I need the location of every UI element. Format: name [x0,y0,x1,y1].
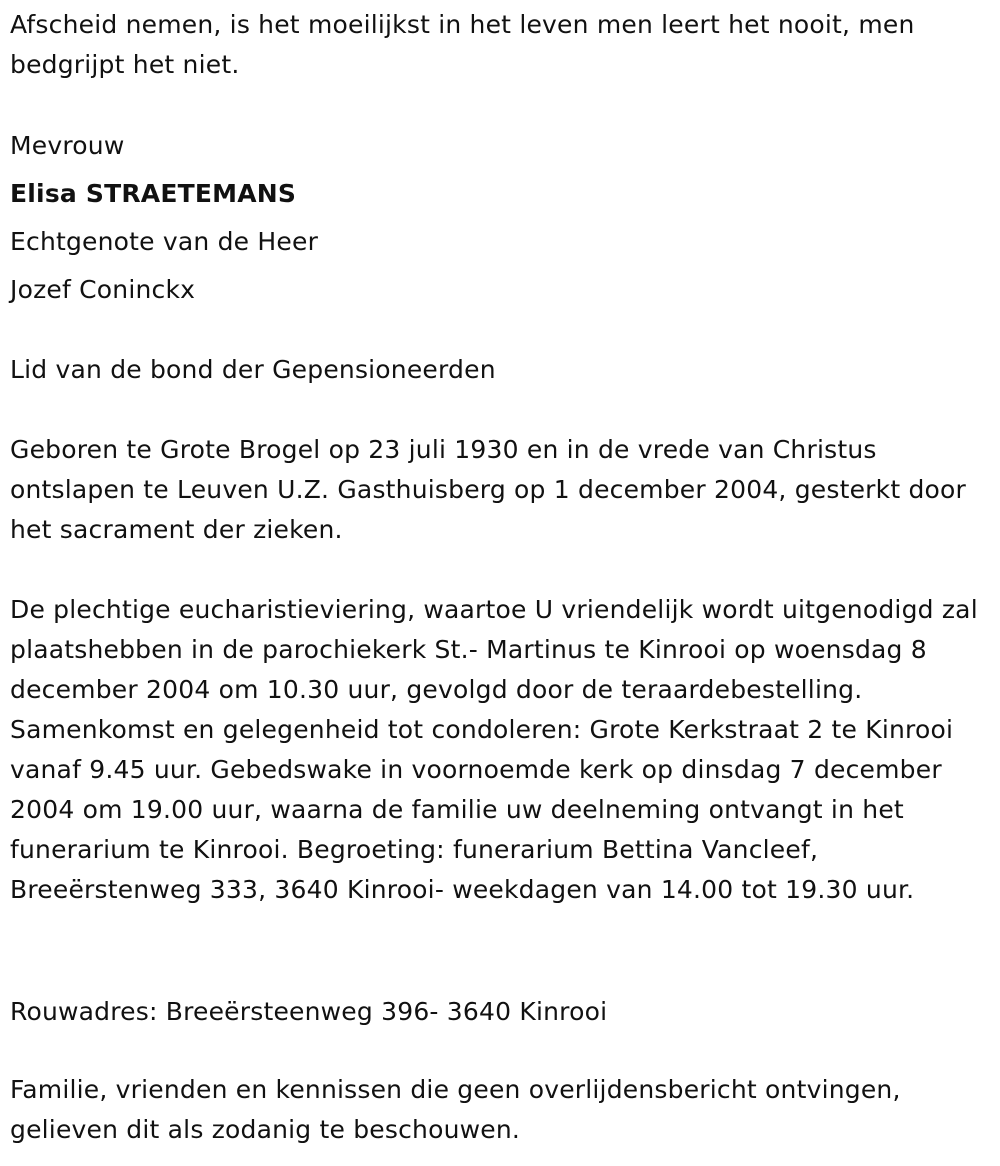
intro-quote: Afscheid nemen, is het moeilijkst in het leven men leert het nooit, men bedgrijpt het niet. [10,10,915,79]
honorific-title: Mevrouw [10,131,125,160]
spouse-name: Jozef Coninckx [10,275,196,304]
closing-paragraph: Familie, vrienden en kennissen die geen overlijdensbericht ontvingen, gelieven dit als zodanig te beschouwen. [10,1075,901,1144]
mourning-address: Rouwadres: Breeërsteenweg 396- 3640 Kinrooi [10,997,608,1026]
ceremony-paragraph: De plechtige eucharistieviering, waartoe U vriendelijk wordt uitgenodigd zal plaatshebben in de parochiekerk St.- Martinus te Kinrooi op woensdag 8 december 2004 om 10.30 uur, gevolgd door de teraardebestelling. Samenkomst en gelegenheid tot condoleren: Grote Kerkstraat 2 te Kinrooi vanaf 9.45 uur. Gebedswake in voornoemde kerk op dinsdag 7 december 2004 om 19.00 uur, waarna de familie uw deelneming ontvangt in het funerarium te Kinrooi. Begroeting: funerarium Bettina Vancleef, Breeërstenweg 333, 3640 Kinrooi- weekdagen van 14.00 tot 19.30 uur. [10,595,978,904]
spouse-line: Echtgenote van de Heer [10,227,319,256]
deceased-name: Elisa STRAETEMANS [10,179,297,208]
birth-death-paragraph: Geboren te Grote Brogel op 23 juli 1930 en in de vrede van Christus ontslapen te Leuven U.Z. Gasthuisberg op 1 december 2004, gesterkt door het sacrament der zieken. [10,435,967,544]
membership-line: Lid van de bond der Gepensioneerden [10,355,496,384]
